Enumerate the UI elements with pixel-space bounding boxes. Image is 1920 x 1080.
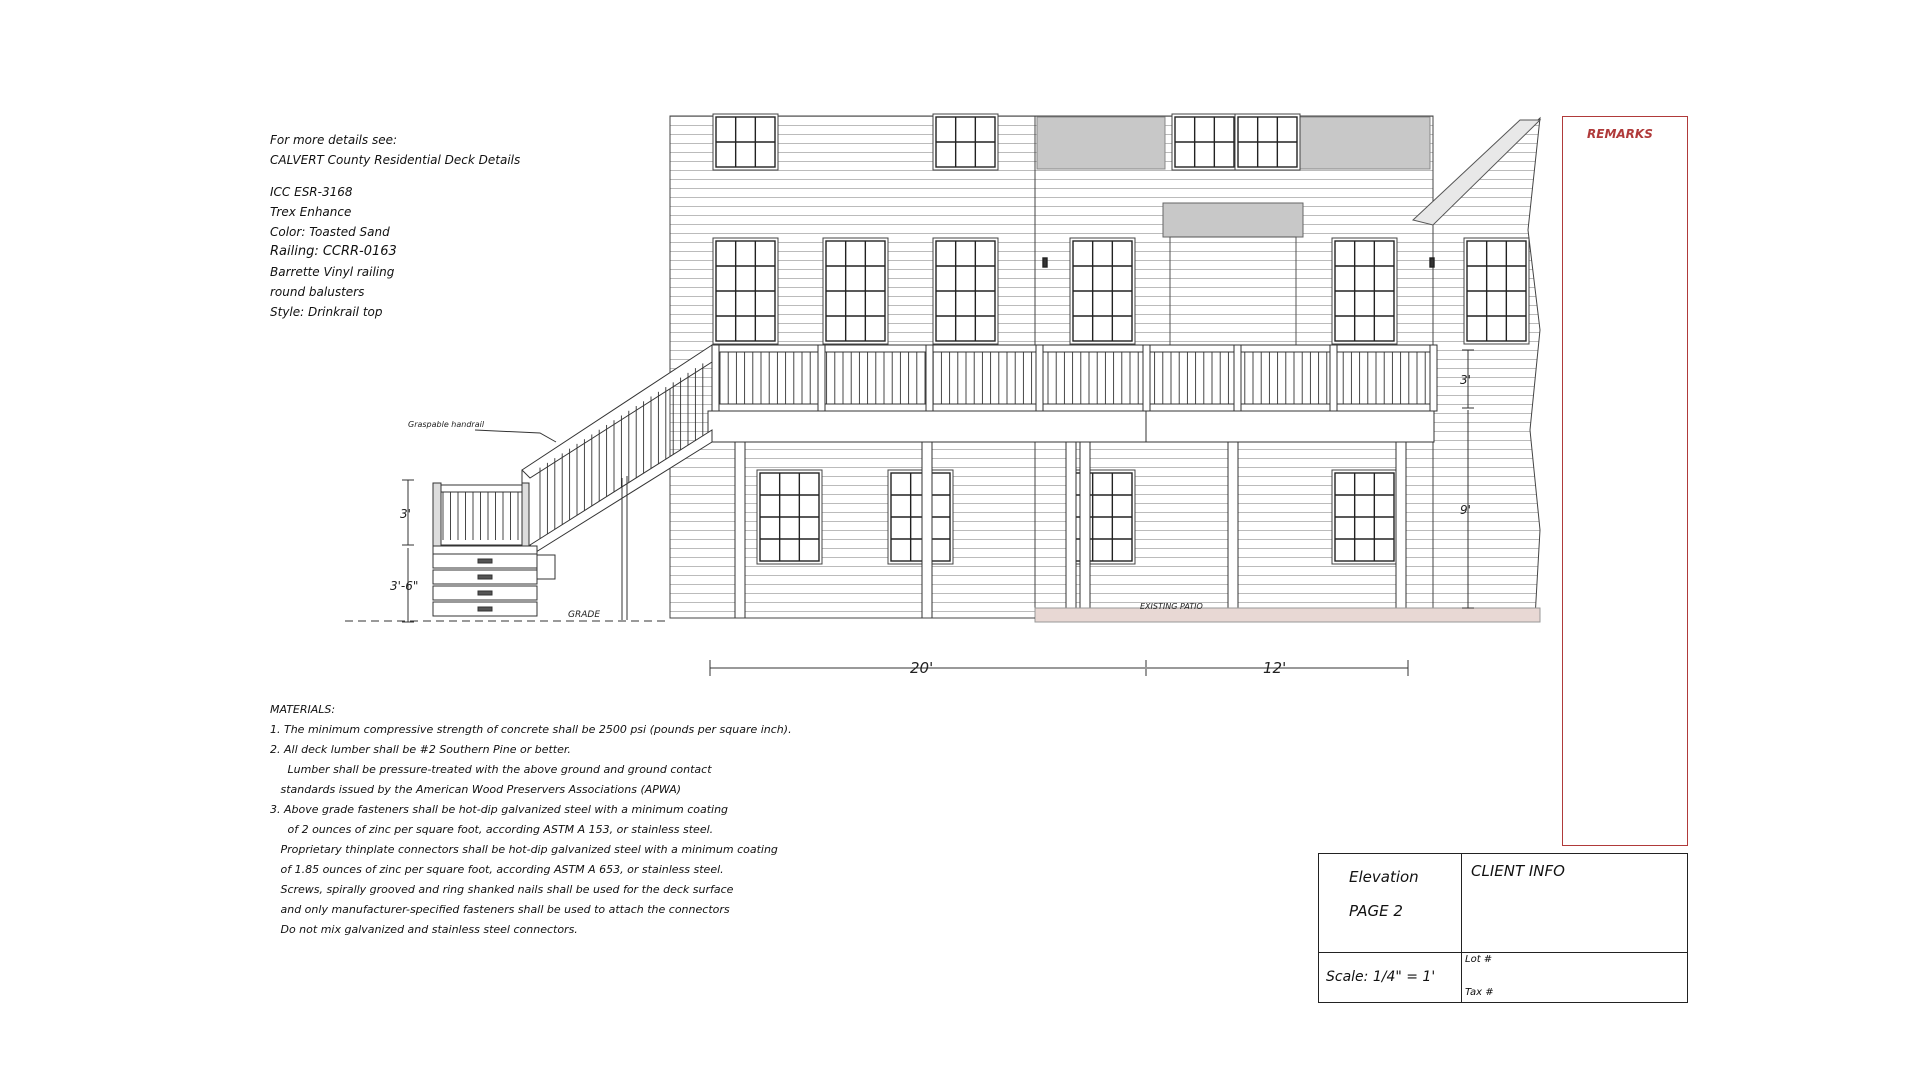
- materials-line: of 2 ounces of zinc per square foot, according ASTM A 153, or stainless steel.: [270, 823, 714, 836]
- materials-line: 1. The minimum compressive strength of concrete shall be 2500 psi (pounds per square inch).: [270, 723, 792, 736]
- patio-label: EXISTING PATIO: [1140, 602, 1203, 611]
- tax-number-label: Tax #: [1465, 987, 1494, 998]
- window: [933, 114, 998, 170]
- window: [823, 238, 888, 344]
- materials-line: Do not mix galvanized and stainless steel connectors.: [270, 923, 578, 936]
- remarks-label: REMARKS: [1587, 127, 1653, 141]
- materials-line: Screws, spirally grooved and ring shanked nails shall be used for the deck surface: [270, 883, 734, 896]
- dim-stair-rail: 3': [400, 507, 411, 521]
- scale-note: Scale: 1/4" = 1': [1326, 969, 1436, 985]
- door-awning: [1163, 203, 1303, 237]
- materials-line: and only manufacturer-specified fasteners shall be used to attach the connectors: [270, 903, 730, 916]
- support-post: [1080, 442, 1090, 618]
- window: [1464, 238, 1529, 344]
- handrail-leader: [475, 430, 556, 442]
- client-info-label: CLIENT INFO: [1471, 862, 1565, 880]
- rail-post: [1234, 345, 1241, 411]
- rail-post: [1036, 345, 1043, 411]
- dim-stair-height: 3'-6": [390, 579, 419, 593]
- dim-width-left: 20': [910, 659, 934, 677]
- window: [757, 470, 822, 564]
- deck-beam: [708, 411, 1146, 442]
- railing-style: Style: Drinkrail top: [270, 305, 383, 319]
- window: [713, 114, 778, 170]
- landing-post: [522, 483, 529, 546]
- materials-line: 2. All deck lumber shall be #2 Southern Pine or better.: [270, 743, 571, 756]
- materials-notes: [270, 700, 792, 940]
- icc-code: ICC ESR-3168: [270, 185, 353, 199]
- dim-deck-height: 9': [1460, 503, 1471, 517]
- title-block: [1318, 853, 1688, 1003]
- title-block-divider: [1319, 952, 1687, 953]
- railing-code: Railing: CCRR-0163: [270, 244, 397, 259]
- window: [1070, 238, 1135, 344]
- support-post: [1066, 442, 1076, 618]
- rail-post: [1330, 345, 1337, 411]
- support-post: [922, 442, 932, 618]
- dim-width-right: 12': [1263, 659, 1287, 677]
- window: [888, 470, 953, 564]
- landing-railing: [433, 485, 529, 545]
- roof-section: [1037, 117, 1165, 169]
- window: [1235, 114, 1300, 170]
- landing-block: [537, 555, 555, 579]
- page-number: PAGE 2: [1349, 902, 1403, 920]
- decking-color: Color: Toasted Sand: [270, 225, 390, 239]
- rail-post: [1143, 345, 1150, 411]
- handrail-label: Graspable handrail: [408, 420, 485, 429]
- remarks-box: [1562, 116, 1688, 846]
- details-line-2: CALVERT County Residential Deck Details: [270, 153, 521, 167]
- support-post: [735, 442, 745, 618]
- grade-label: GRADE: [568, 610, 601, 620]
- materials-heading: MATERIALS:: [270, 703, 336, 716]
- window: [713, 238, 778, 344]
- details-line-1: For more details see:: [270, 133, 398, 147]
- support-post: [1396, 442, 1406, 618]
- dim-deck-rail: 3': [1460, 373, 1471, 387]
- window: [1332, 238, 1397, 344]
- rail-post: [818, 345, 825, 411]
- materials-line: standards issued by the American Wood Preservers Associations (APWA): [270, 783, 682, 796]
- deck-beam: [1146, 411, 1434, 442]
- existing-patio: [1035, 608, 1540, 622]
- rail-post: [712, 345, 719, 411]
- roof-section: [1300, 117, 1430, 169]
- materials-line: Proprietary thinplate connectors shall be hot-dip galvanized steel with a minimum coating: [270, 843, 778, 856]
- baluster-type: round balusters: [270, 285, 365, 299]
- light-fixture: [1043, 258, 1047, 267]
- decking-product: Trex Enhance: [270, 205, 352, 219]
- light-fixture: [1430, 258, 1434, 267]
- sheet-title: Elevation: [1349, 868, 1419, 886]
- materials-line: of 1.85 ounces of zinc per square foot, according ASTM A 653, or stainless steel.: [270, 863, 724, 876]
- support-post: [1228, 442, 1238, 618]
- rail-post: [1430, 345, 1437, 411]
- materials-line: 3. Above grade fasteners shall be hot-dip galvanized steel with a minimum coating: [270, 803, 729, 816]
- window: [1332, 470, 1397, 564]
- rail-post: [926, 345, 933, 411]
- landing-post: [433, 483, 441, 546]
- materials-line: Lumber shall be pressure-treated with the above ground and ground contact: [270, 763, 712, 776]
- window: [1172, 114, 1237, 170]
- railing-type: Barrette Vinyl railing: [270, 265, 395, 279]
- window: [933, 238, 998, 344]
- lot-number-label: Lot #: [1465, 954, 1493, 965]
